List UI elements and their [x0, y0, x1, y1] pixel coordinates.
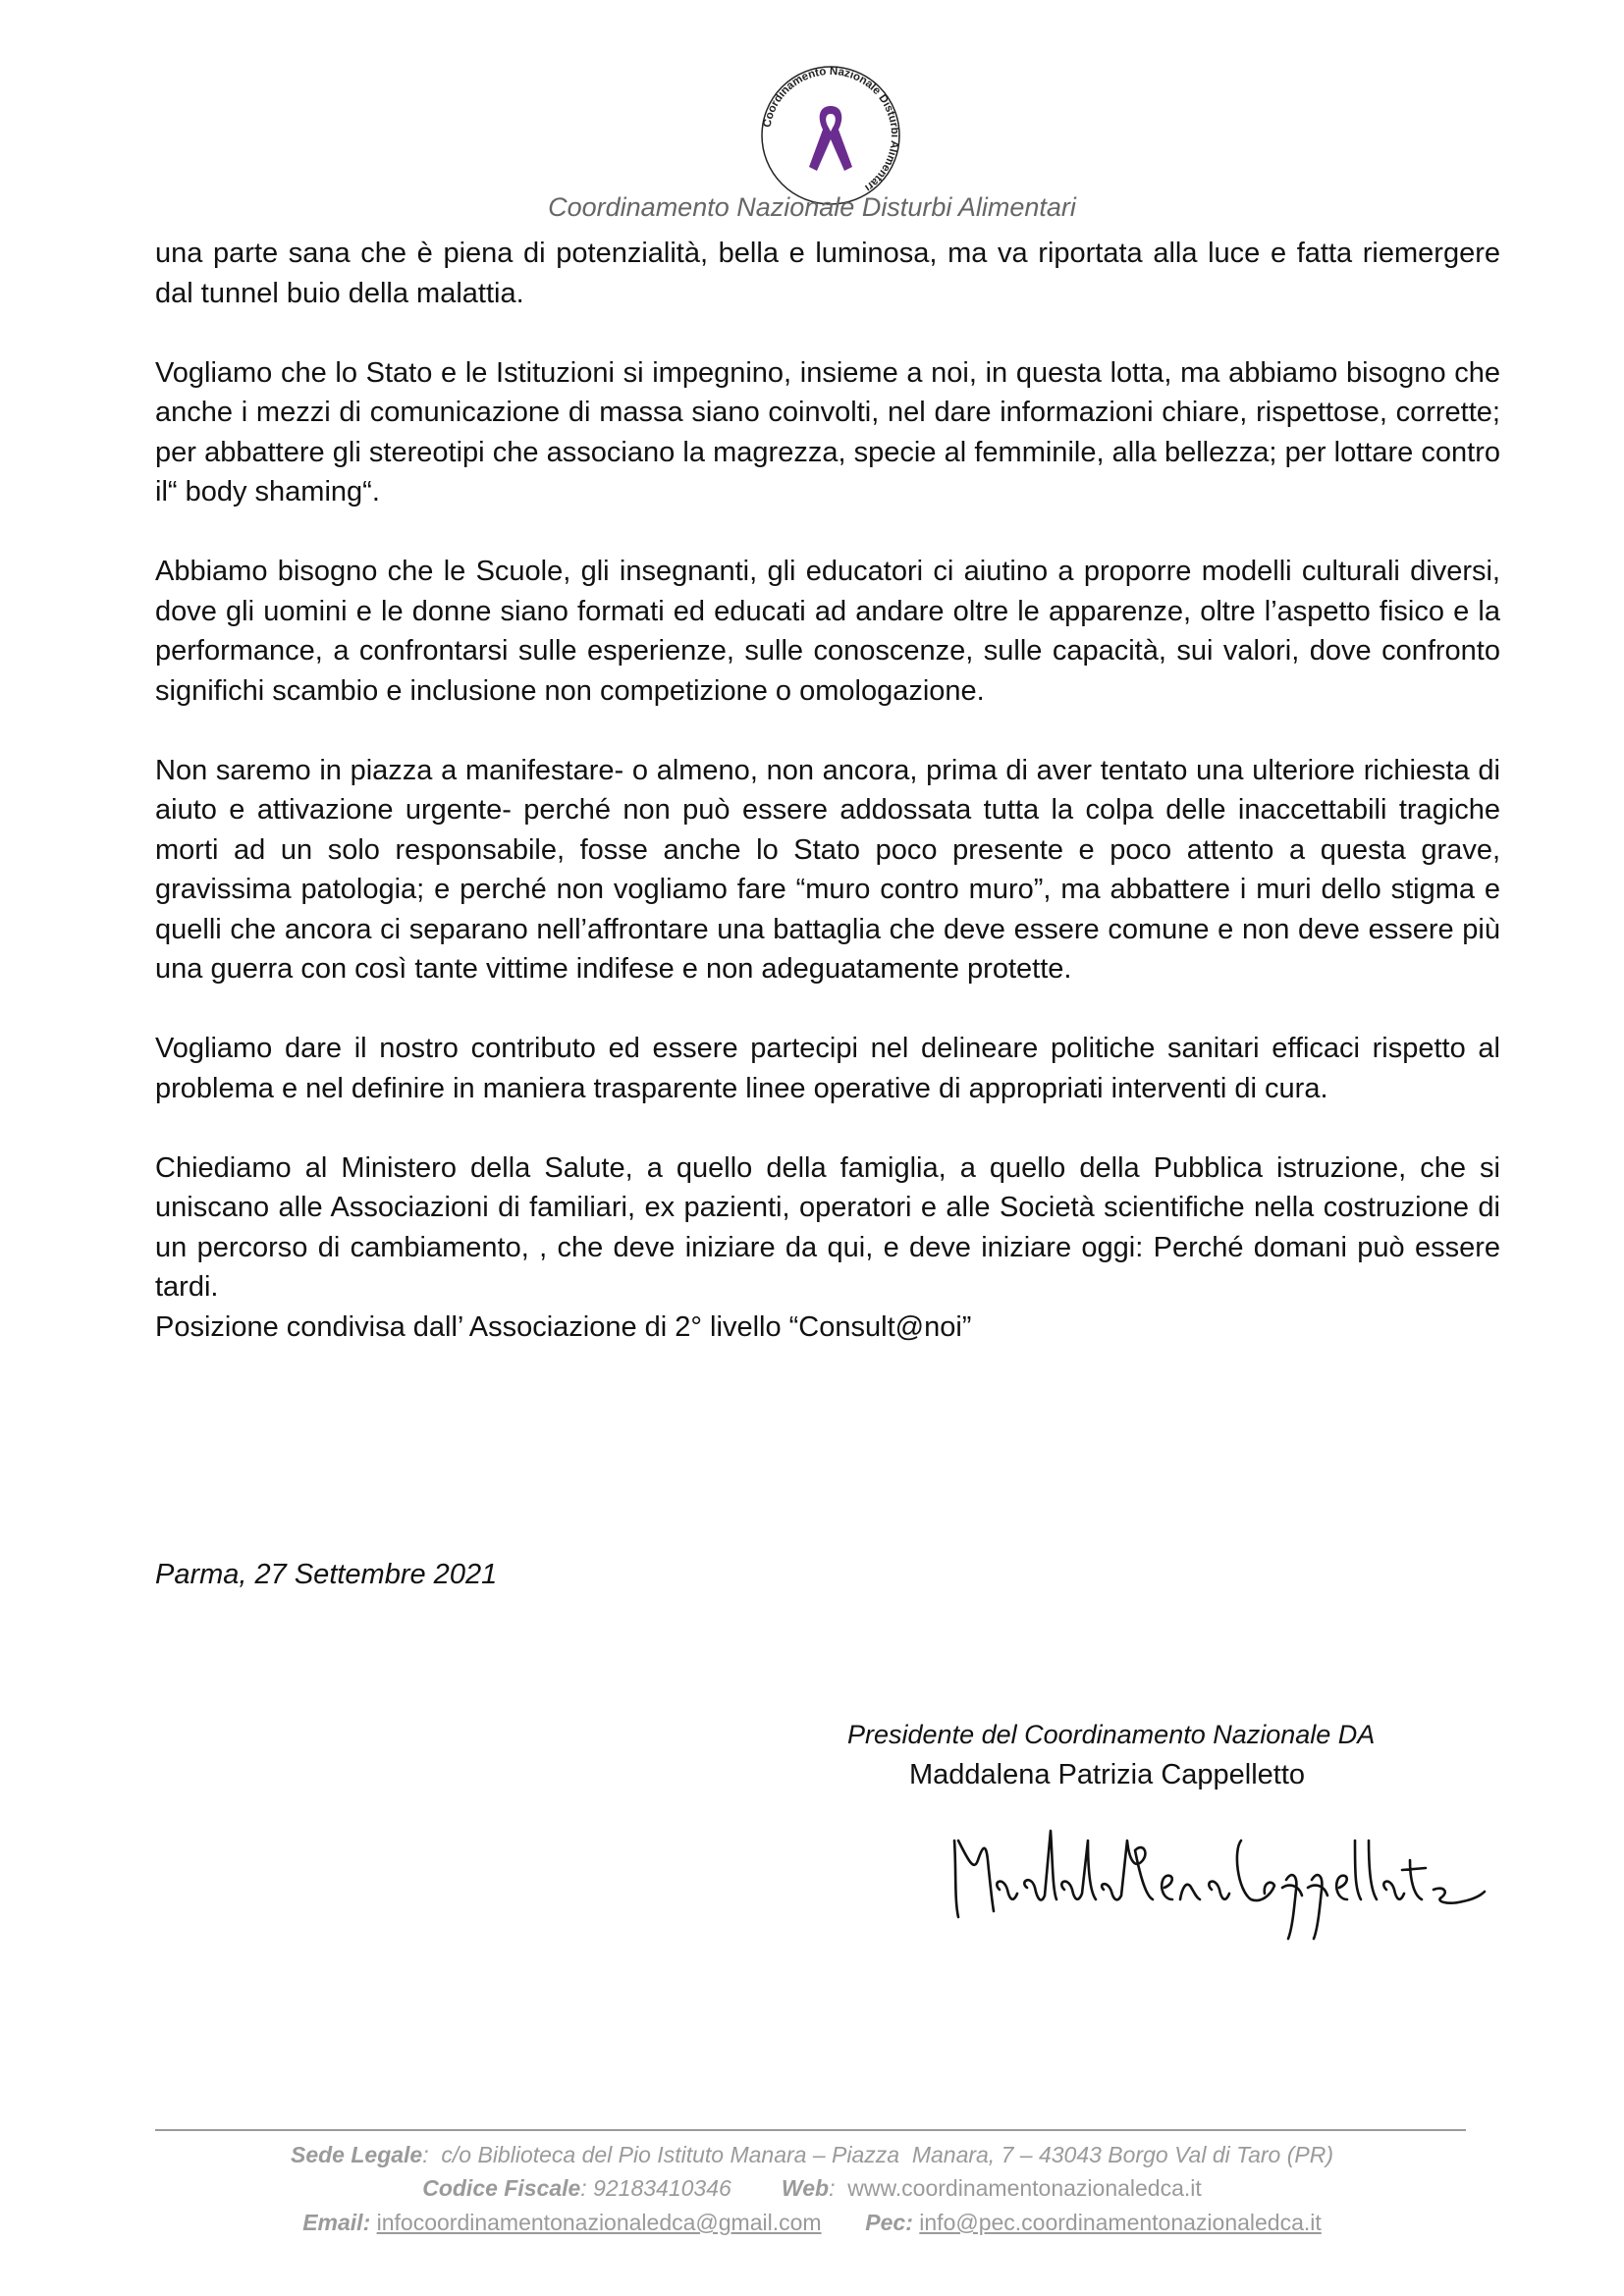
web-link[interactable]: www.coordinamentonazionaledca.it: [847, 2175, 1202, 2201]
pec-link[interactable]: info@pec.coordinamentonazionaledca.it: [919, 2210, 1322, 2235]
position-statement: Posizione condivisa dall’ Associazione di 2° livello “Consult@noi”: [155, 1310, 972, 1343]
cf-label: Codice Fiscale: [422, 2175, 581, 2201]
logo-circular-text: Coordinamento Nazionale Disturbi Alimentari: [761, 65, 901, 194]
header-title: Coordinamento Nazionale Disturbi Alimentari: [548, 192, 1076, 222]
footer-contact-line: [0, 2210, 1624, 2236]
handwritten-signature: [943, 1801, 1492, 1949]
footer-address-line: Sede Legale: c/o Biblioteca del Pio Istituto Manara – Piazza Manara, 7 – 43043 Borgo Val di Taro (PR): [291, 2142, 1333, 2167]
signatory-role: Presidente del Coordinamento Nazionale DA: [847, 1720, 1376, 1749]
document-body: [155, 234, 1500, 1347]
paragraph: Vogliamo dare il nostro contributo ed essere partecipi nel delineare politiche sanitari efficaci rispetto al problema e nel definire in maniera trasparente linee operative di appropriati interventi di cura.: [155, 1033, 1500, 1104]
footer-codes-line: Codice Fiscale: 92183410346 Web: www.coordinamentonazionaledca.it: [422, 2175, 1202, 2201]
sede-label: Sede Legale: [291, 2142, 423, 2167]
date-line: Parma, 27 Settembre 2021: [155, 1559, 498, 1590]
email-label: Email:: [302, 2210, 371, 2235]
cf-value: 92183410346: [593, 2175, 731, 2201]
paragraph: una parte sana che è piena di potenzialità, bella e luminosa, ma va riportata alla luce e fatta riemergere dal tunnel buio della malattia.: [155, 238, 1500, 309]
purple-ribbon-icon: [809, 106, 852, 171]
pec-label: Pec:: [865, 2210, 913, 2235]
organization-logo: [752, 57, 909, 214]
email-link[interactable]: infocoordinamentonazionaledca@gmail.com: [376, 2210, 822, 2235]
sede-value: c/o Biblioteca del Pio Istituto Manara – Piazza Manara, 7 – 43043 Borgo Val di Taro (PR): [441, 2142, 1333, 2167]
paragraph: Vogliamo che lo Stato e le Istituzioni si impegnino, insieme a noi, in questa lotta, ma abbiamo bisogno che anche i mezzi di comunicazione di massa siano coinvolti, nel dare informazioni chiare, rispettose, corrette; per abbattere gli stereotipi che associano la magrezza, specie al femminile, alla bellezza; per lottare contro il“ body shaming“.: [155, 356, 1500, 507]
paragraph: Non saremo in piazza a manifestare- o almeno, non ancora, prima di aver tentato una ulteriore richiesta di aiuto e attivazione urgente- perché non può essere addossata tutta la colpa delle inaccettabili tragiche morti ad un solo responsabile, fosse anche lo Stato poco presente e poco attento a questa grave, gravissima patologia; e perché non vogliamo fare “muro contro muro”, ma abbattere i muri dello stigma e quelli che ancora ci separano nell’affrontare una battaglia che deve essere comune e non deve essere più una guerra con così tante vittime indifese e non adeguatamente protette.: [155, 754, 1500, 985]
footer-divider: [155, 2129, 1466, 2131]
signatory-name: Maddalena Patrizia Cappelletto: [909, 1759, 1306, 1790]
web-label: Web: [781, 2175, 830, 2201]
svg-text:Coordinamento Nazionale Distur: [762, 66, 901, 193]
paragraph: Chiediamo al Ministero della Salute, a quello della famiglia, a quello della Pubblica istruzione, che si uniscano alle Associazioni di familiari, ex pazienti, operatori e alle Società scientifiche nella costruzione di un percorso di cambiamento, , che deve iniziare da qui, e deve iniziare oggi: Perché domani può essere tardi.: [155, 1151, 1500, 1303]
paragraph: Abbiamo bisogno che le Scuole, gli insegnanti, gli educatori ci aiutino a proporre modelli culturali diversi, dove gli uomini e le donne siano formati ed educati ad andare oltre le apparenze, oltre l’aspetto fisico e la performance, a confrontarsi sulle esperienze, sulle conoscenze, sulle capacità, sui valori, dove confronto significhi scambio e inclusione non competizione o omologazione.: [155, 556, 1500, 707]
